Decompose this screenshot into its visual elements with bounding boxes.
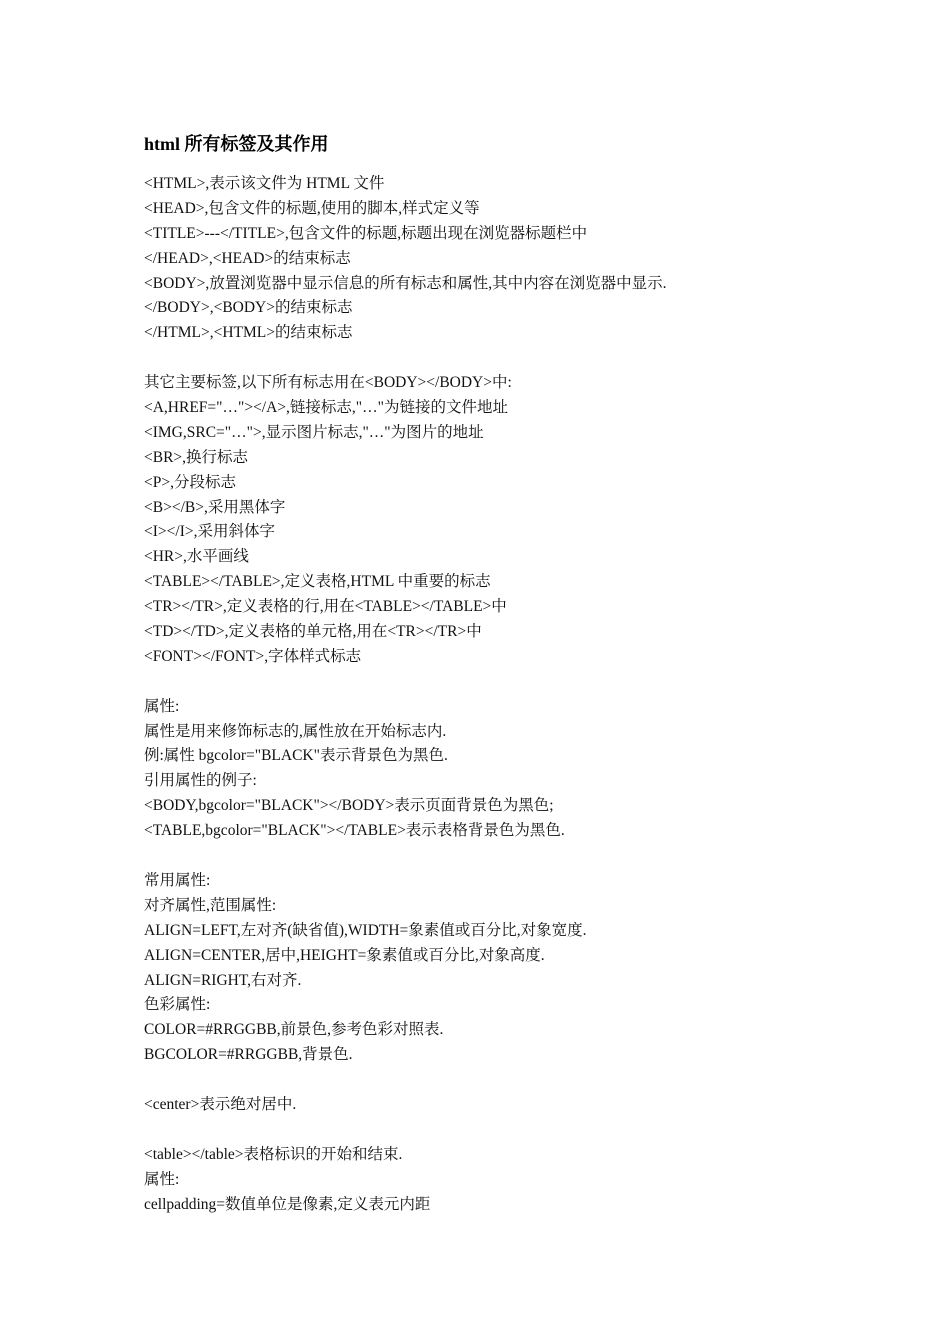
section-basic-tags bbox=[144, 172, 844, 346]
text-line: <BODY>,放置浏览器中显示信息的所有标志和属性,其中内容在浏览器中显示. bbox=[144, 274, 667, 292]
text-line: ALIGN=CENTER,居中,HEIGHT=象素值或百分比,对象高度. bbox=[144, 946, 545, 964]
text-line: <table></table>表格标识的开始和结束. bbox=[144, 1145, 403, 1163]
text-line: <TD></TD>,定义表格的单元格,用在<TR></TR>中 bbox=[144, 623, 482, 641]
text-line: <IMG,SRC="…">,显示图片标志,"…"为图片的地址 bbox=[144, 423, 484, 441]
text-line: 属性: bbox=[144, 1170, 180, 1188]
text-line: 其它主要标签,以下所有标志用在<BODY></BODY>中: bbox=[144, 374, 512, 392]
text-line: ALIGN=RIGHT,右对齐. bbox=[144, 971, 302, 989]
text-line: <B></B>,采用黑体字 bbox=[144, 498, 286, 516]
section-common-attributes bbox=[144, 869, 844, 1068]
text-line: <TITLE>---</TITLE>,包含文件的标题,标题出现在浏览器标题栏中 bbox=[144, 224, 588, 242]
text-line: 属性: bbox=[144, 697, 180, 715]
text-line: 对齐属性,范围属性: bbox=[144, 896, 277, 914]
text-line: COLOR=#RRGGBB,前景色,参考色彩对照表. bbox=[144, 1021, 444, 1039]
text-line: 例:属性 bgcolor="BLACK"表示背景色为黑色. bbox=[144, 747, 448, 765]
text-line: <BODY,bgcolor="BLACK"></BODY>表示页面背景色为黑色; bbox=[144, 797, 554, 815]
text-line: </HTML>,<HTML>的结束标志 bbox=[144, 324, 353, 342]
text-line: <TABLE,bgcolor="BLACK"></TABLE>表示表格背景色为黑色. bbox=[144, 822, 565, 840]
paragraph-gap bbox=[144, 844, 844, 869]
text-line: <P>,分段标志 bbox=[144, 473, 236, 491]
text-line: <FONT></FONT>,字体样式标志 bbox=[144, 647, 362, 665]
section-other-tags bbox=[144, 371, 844, 670]
paragraph-gap bbox=[144, 346, 844, 371]
text-line: <HEAD>,包含文件的标题,使用的脚本,样式定义等 bbox=[144, 199, 480, 217]
section-center bbox=[144, 1093, 844, 1118]
text-line: <I></I>,采用斜体字 bbox=[144, 523, 275, 541]
text-line: <TABLE></TABLE>,定义表格,HTML 中重要的标志 bbox=[144, 573, 491, 591]
text-line: 引用属性的例子: bbox=[144, 772, 257, 790]
text-line: ALIGN=LEFT,左对齐(缺省值),WIDTH=象素值或百分比,对象宽度. bbox=[144, 921, 587, 939]
document-title: html 所有标签及其作用 bbox=[144, 134, 329, 154]
text-line: <BR>,换行标志 bbox=[144, 448, 249, 466]
text-line: 常用属性: bbox=[144, 871, 211, 889]
paragraph-gap bbox=[144, 670, 844, 695]
text-line: </BODY>,<BODY>的结束标志 bbox=[144, 299, 353, 317]
text-line: 属性是用来修饰标志的,属性放在开始标志内. bbox=[144, 722, 447, 740]
paragraph-gap bbox=[144, 1118, 844, 1143]
text-line: <TR></TR>,定义表格的行,用在<TABLE></TABLE>中 bbox=[144, 598, 507, 616]
text-line: BGCOLOR=#RRGGBB,背景色. bbox=[144, 1046, 353, 1064]
text-line: <center>表示绝对居中. bbox=[144, 1095, 297, 1113]
document-page bbox=[144, 130, 844, 1217]
section-attributes bbox=[144, 695, 844, 844]
text-line: <HTML>,表示该文件为 HTML 文件 bbox=[144, 175, 385, 192]
text-line: </HEAD>,<HEAD>的结束标志 bbox=[144, 249, 351, 267]
section-table bbox=[144, 1143, 844, 1218]
text-line: 色彩属性: bbox=[144, 996, 211, 1014]
text-line: cellpadding=数值单位是像素,定义表元内距 bbox=[144, 1195, 431, 1213]
paragraph-gap bbox=[144, 1068, 844, 1093]
text-line: <HR>,水平画线 bbox=[144, 548, 249, 566]
text-line: <A,HREF="…"></A>,链接标志,"…"为链接的文件地址 bbox=[144, 399, 508, 417]
